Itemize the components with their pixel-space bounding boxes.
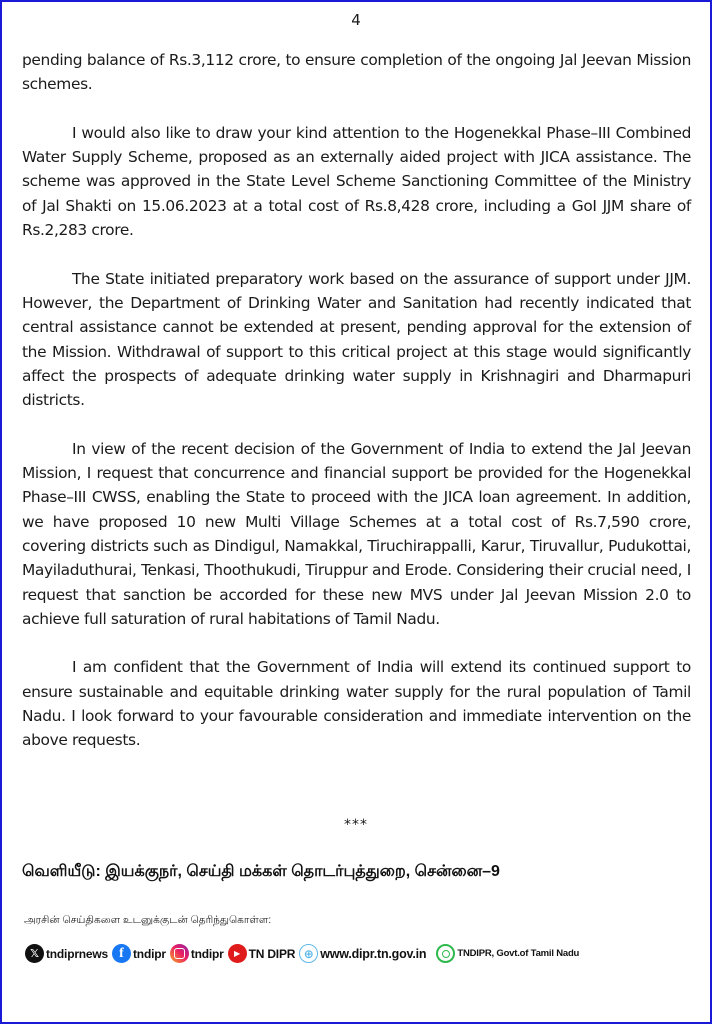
paragraph-hogenekkal-scheme: I would also like to draw your kind attention to the Hogenekkal Phase–III Combined Water Supply Scheme, proposed as an externally aided project with JICA assistance. The scheme was approved in the State Level Scheme Sanctioning Committee of the Ministry of Jal Shakti on 15.06.2023 at a total cost of Rs.8,428 crore, including a GoI JJM share of Rs.2,283 crore.: [22, 123, 691, 240]
social-whatsapp[interactable]: [436, 944, 579, 963]
instagram-icon: [170, 944, 189, 963]
social-x[interactable]: [25, 944, 108, 963]
social-facebook[interactable]: [112, 944, 166, 963]
social-instagram[interactable]: [170, 944, 224, 963]
social-youtube-label: TN DIPR: [248, 946, 296, 961]
social-whatsapp-label: TNDIPR, Govt.of Tamil Nadu: [457, 948, 580, 959]
youtube-icon: ▶: [228, 944, 247, 963]
paragraph-request-support: In view of the recent decision of the Government of India to extend the Jal Jeevan Mission, I request that concurrence and financial support be provided for the Hogenekkal Phase–III CWSS, enabling the State to proceed with the JICA loan agreement. In addition, we have proposed 10 new Multi Village Schemes at a total cost of Rs.7,590 crore, covering districts such as Dindigul, Namakkal, Tiruchirappalli, Karur, Tiruvallur, Pudukottai, Mayiladuthurai, Tenkasi, Thoothukudi, Tiruppur and Erode. Considering their crucial need, I request that sanction be accorded for these new MVS under Jal Jeevan Mission 2.0 to achieve full saturation of rural habitations of Tamil Nadu.: [22, 439, 691, 628]
social-x-label: tndiprnews: [46, 946, 109, 961]
social-instagram-label: tndipr: [190, 946, 224, 961]
facebook-icon: f: [112, 944, 131, 963]
release-line: வெளியீடு: இயக்குநர், செய்தி மக்கள் தொடர்புத்துறை, சென்னை–9: [22, 863, 500, 880]
social-website[interactable]: [299, 944, 426, 963]
social-facebook-label: tndipr: [133, 946, 166, 961]
social-links: [25, 944, 583, 963]
letter-body: [22, 48, 691, 777]
paragraph-continuation: pending balance of Rs.3,112 crore, to ensure completion of the ongoing Jal Jeevan Mission schemes.: [22, 51, 691, 94]
website-link[interactable]: www.dipr.tn.gov.in: [320, 946, 427, 961]
follow-caption: அரசின் செய்திகளை உடனுக்குடன் தெரிந்துகொள்ள:: [24, 914, 272, 926]
web-icon: ⊕: [299, 944, 318, 963]
social-youtube[interactable]: [228, 944, 296, 963]
paragraph-closing: I am confident that the Government of India will extend its continued support to ensure sustainable and equitable drinking water supply for the rural population of Tamil Nadu. I look forward to your favourable consideration and immediate intervention on the above requests.: [22, 658, 691, 750]
whatsapp-icon: [436, 944, 455, 963]
x-icon: 𝕏: [25, 944, 44, 963]
paragraph-preparatory-work: The State initiated preparatory work based on the assurance of support under JJM. However, the Department of Drinking Water and Sanitation had recently indicated that central assistance cannot be extended at present, pending approval for the extension of the Mission. Withdrawal of support to this critical project at this stage would significantly affect the prospects of adequate drinking water supply in Krishnagiri and Dharmapuri districts.: [22, 269, 691, 410]
page-number: 4: [351, 11, 361, 29]
end-marker: ***: [344, 817, 368, 833]
